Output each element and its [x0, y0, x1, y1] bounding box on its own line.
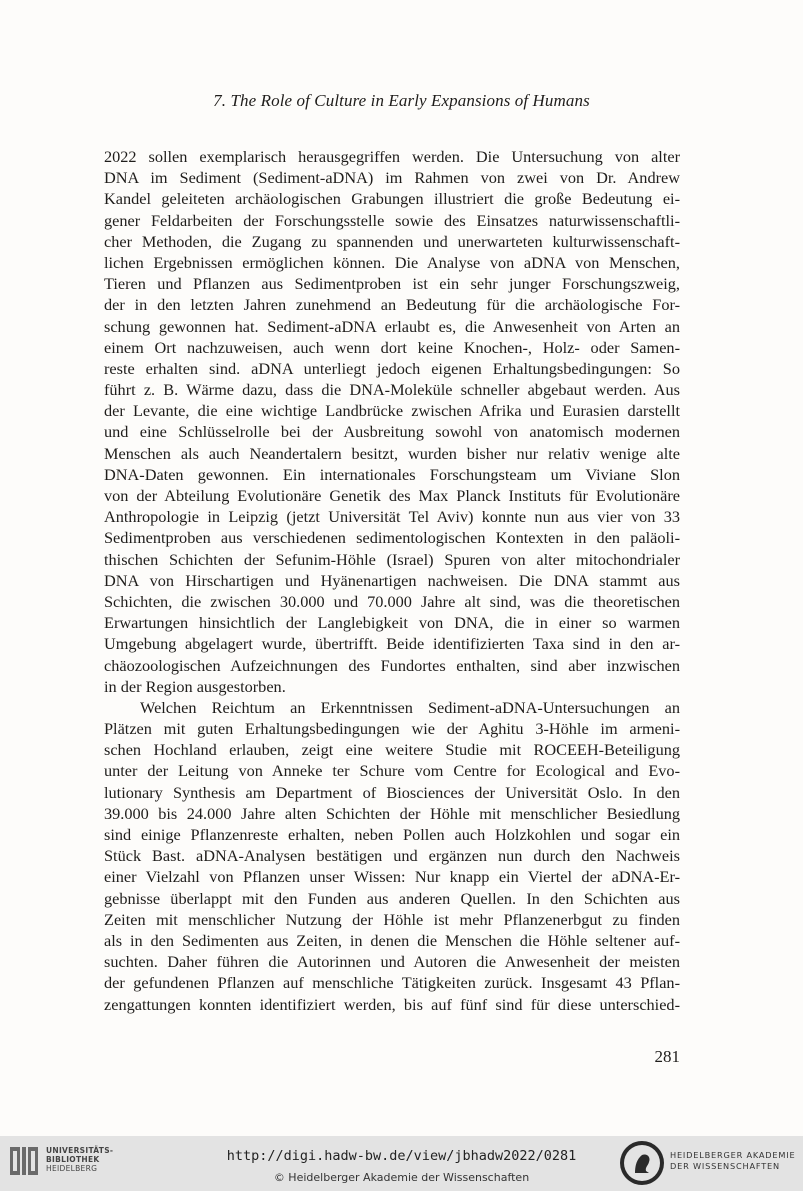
text-line: DNA im Sediment (Sediment-aDNA) im Rahmen von zwei von Dr. Andrew — [104, 168, 680, 188]
text-line: der Levante, die eine wichtige Landbrücke zwischen Afrika und Eurasien darstellt — [104, 401, 680, 421]
text-line: Kandel geleiteten archäologischen Grabungen illustriert die große Bedeutung ei- — [104, 189, 680, 209]
text-line: lichen Ergebnissen ermöglichen können. Die Analyse von aDNA von Menschen, — [104, 252, 680, 272]
library-name-line: HEIDELBERG — [46, 1164, 98, 1173]
body-text — [104, 146, 680, 1015]
text-line: Erwartungen hinsichtlich der Langlebigkeit von DNA, die in einer so warmen — [104, 613, 680, 633]
copyright-notice: © Heidelberger Akademie der Wissenschaften — [273, 1171, 530, 1184]
text-line: einer Vielzahl von Pflanzen unser Wissen: Nur knapp ein Viertel der aDNA-Er- — [104, 867, 680, 887]
academy-seal-icon — [618, 1139, 666, 1187]
text-line: gebnisse überlappt mit den Funden aus anderen Quellen. In den Schichten aus — [104, 888, 680, 908]
text-line: suchten. Daher führen die Autorinnen und Autoren die Anwesenheit der meisten — [104, 952, 680, 972]
text-line: Anthropologie in Leipzig (jetzt Universität Tel Aviv) konnte nun aus vier von 33 — [104, 507, 680, 527]
text-line: der gefundenen Pflanzen auf menschliche Tätigkeiten zurück. Insgesamt 43 Pflan- — [104, 973, 680, 993]
text-line: Welchen Reichtum an Erkenntnissen Sediment-aDNA-Untersuchungen an — [140, 697, 680, 717]
text-line: sind einige Pflanzenreste erhalten, neben Pollen auch Holzkohlen und sogar ein — [104, 825, 680, 844]
text-line: in der Region ausgestorben. — [104, 676, 286, 696]
text-line: von der Abteilung Evolutionäre Genetik des Max Planck Instituts für Evolutionäre — [104, 486, 680, 505]
text-line: führt z. B. Wärme dazu, dass die DNA-Moleküle schneller abgebaut werden. Aus — [104, 380, 680, 400]
text-line: thischen Schichten der Sefunim-Höhle (Israel) Spuren von alter mitochondrialer — [104, 549, 680, 569]
text-line: Stück Bast. aDNA-Analysen bestätigen und ergänzen nun durch den Nachweis — [104, 846, 680, 866]
text-line: der in den letzten Jahren zunehmend an Bedeutung für die archäologische For- — [104, 295, 680, 315]
text-line: Schichten, die zwischen 30.000 und 70.000 Jahre alt sind, was die theoretischen — [104, 591, 680, 611]
text-line: Zeiten mit menschlicher Nutzung der Höhle ist mehr Pflanzenerbgut zu finden — [104, 909, 680, 929]
text-line: lutionary Synthesis am Department of Biosciences der Universität Oslo. In den — [104, 782, 680, 802]
text-line: Menschen als auch Neandertalern besitzt, wurden bisher nur relativ wenige alte — [104, 443, 680, 463]
text-line: 2022 sollen exemplarisch herausgegriffen werden. Die Untersuchung von alter — [104, 147, 680, 166]
text-line: DNA-Daten gewonnen. Ein internationales Forschungsteam um Viviane Slon — [104, 464, 680, 484]
source-url-link[interactable]: http://digi.hadw-bw.de/view/jbhadw2022/0281 — [226, 1148, 577, 1164]
page-number: 281 — [654, 1047, 680, 1066]
text-line: DNA von Hirschartigen und Hyänenartigen nachweisen. Die DNA stammt aus — [104, 570, 680, 590]
text-line: einem Ort nachzuweisen, auch wenn dort keine Knochen-, Holz- oder Samen- — [104, 337, 680, 357]
text-line: cher Methoden, die Zugang zu spannenden und unerwarteten kulturwissenschaft- — [104, 231, 680, 251]
text-line: Umgebung abgelagert wurde, übertrifft. Beide identifizierten Taxa sind in den ar- — [104, 634, 680, 654]
library-name-line: BIBLIOTHEK — [46, 1155, 100, 1164]
text-line: Tieren und Pflanzen aus Sedimentproben ist ein sehr junger Forschungszweig, — [104, 274, 680, 294]
text-line: und eine Schlüsselrolle bei der Ausbreitung sowohl von anatomisch modernen — [104, 422, 680, 442]
text-line: schung gewonnen hat. Sediment-aDNA erlaubt es, die Anwesenheit von Arten an — [104, 316, 680, 336]
running-header-title: 7. The Role of Culture in Early Expansions of Humans — [213, 91, 590, 110]
text-line: chäozoologischen Aufzeichnungen des Fundortes enthalten, sind aber inzwischen — [104, 655, 680, 675]
text-line: Plätzen mit guten Erhaltungsbedingungen wie der Aghitu 3-Höhle im armeni- — [104, 719, 680, 739]
text-line: unter der Leitung von Anneke ter Schure vom Centre for Ecological and Evo- — [104, 761, 680, 781]
text-line: schen Hochland erlauben, zeigt eine weitere Studie mit ROCEEH-Beteiligung — [104, 740, 680, 760]
text-line: Sedimentproben aus verschiedenen sedimentologischen Kontexten in den paläoli- — [104, 528, 680, 548]
text-line: als in den Sedimenten aus Zeiten, in denen die Menschen die Höhle seltener auf- — [104, 930, 680, 950]
text-line: gener Feldarbeiten der Forschungsstelle sowie des Einsatzes naturwissenschaftli- — [104, 210, 680, 230]
academy-name-line: HEIDELBERGER AKADEMIE — [670, 1150, 796, 1160]
academy-name — [670, 1150, 795, 1172]
text-line: zengattungen konnten identifiziert werden, bis auf fünf sind für diese unterschied- — [104, 994, 680, 1014]
library-name-line: UNIVERSITÄTS- — [46, 1146, 114, 1155]
footer-bar — [0, 1136, 803, 1191]
text-line: reste erhalten sind. aDNA unterliegt jedoch eigenen Erhaltungsbedingungen: So — [104, 358, 680, 378]
text-line: 39.000 bis 24.000 Jahre alten Schichten der Höhle mit menschlicher Besiedlung — [104, 803, 680, 823]
academy-name-line: DER WISSENSCHAFTEN — [670, 1161, 780, 1171]
